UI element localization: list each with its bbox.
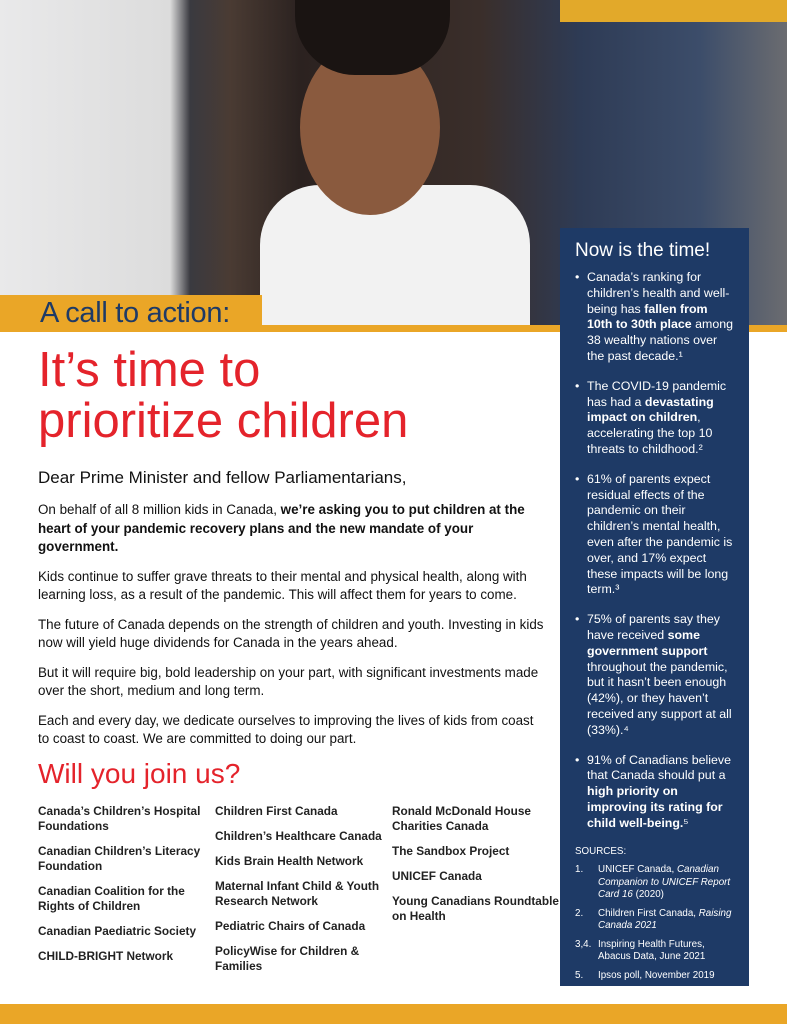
paragraph-text: But it will require big, bold leadership on your part, with significant investments made over the short, medium and long term. xyxy=(38,664,539,698)
sidebar-title: Now is the time! xyxy=(575,240,711,261)
page-title xyxy=(38,345,408,447)
sources-label: SOURCES: xyxy=(575,845,627,857)
org-name: Children’s Healthcare Canada xyxy=(215,829,382,843)
source-year: (2020) xyxy=(632,889,664,900)
org-name: Ronald McDonald House Charities Canada xyxy=(392,804,531,833)
org-column xyxy=(215,804,392,984)
fact-bold: high priority on improving its rating for child well-being. xyxy=(587,784,723,830)
source-number: 1. xyxy=(575,864,584,875)
paragraph xyxy=(38,568,548,605)
fact-item xyxy=(575,753,735,832)
paragraph xyxy=(38,664,548,701)
source-text xyxy=(598,939,735,964)
org-column xyxy=(38,804,215,984)
fact-bold: some government support xyxy=(587,627,708,658)
org-name: Maternal Infant Child & Youth Research Network xyxy=(215,879,380,908)
title-line: prioritize children xyxy=(38,394,409,448)
join-heading: Will you join us? xyxy=(38,758,241,789)
source-author: Children First Canada, xyxy=(598,907,699,919)
facts-list xyxy=(575,270,735,832)
org-name: The Sandbox Project xyxy=(392,844,510,858)
banner-label: A call to action: xyxy=(40,297,230,329)
source-item xyxy=(575,970,735,983)
fact-bold: fallen from 10th to 30th place xyxy=(587,301,708,332)
fact-item xyxy=(575,612,735,738)
org-name: Kids Brain Health Network xyxy=(215,854,364,868)
source-text xyxy=(598,908,735,933)
letter-body xyxy=(38,501,548,760)
org-name: Canadian Paediatric Society xyxy=(38,924,197,938)
fact-item xyxy=(575,270,735,365)
paragraph-text: On behalf of all 8 million kids in Canada, xyxy=(38,502,281,517)
source-item xyxy=(575,908,735,933)
org-column xyxy=(392,804,569,984)
org-name: Young Canadians Roundtable on Health xyxy=(392,894,559,923)
fact-text: 75% of parents say they have received xyxy=(587,612,720,642)
photo-detail xyxy=(560,0,787,22)
source-author: Ipsos poll, November 2019 xyxy=(598,969,715,981)
paragraph-text: The future of Canada depends on the strength of children and youth. Investing in kids now will yield huge dividends for Canada in the years ahead. xyxy=(38,616,544,650)
paragraph xyxy=(38,616,548,653)
fact-text: The COVID-19 pandemic has had a xyxy=(587,378,727,409)
paragraph xyxy=(38,712,548,749)
organization-list xyxy=(38,804,569,984)
source-number: 2. xyxy=(575,907,584,919)
paragraph-text: Kids continue to suffer grave threats to their mental and physical health, along with learning loss, as a result of the pandemic. This will affect them for years to come. xyxy=(38,568,527,602)
fact-text: 91% of Canadians believe that Canada should put a xyxy=(587,752,731,783)
fact-text: among 38 wealthy nations over the past decade.¹ xyxy=(587,317,734,363)
org-name: CHILD-BRIGHT Network xyxy=(38,949,174,963)
footer-bar xyxy=(0,1004,787,1024)
source-author: UNICEF Canada, xyxy=(598,864,677,875)
paragraph-text: Each and every day, we dedicate ourselves to improving the lives of kids from coast to coast to coast. We are committed to doing our part. xyxy=(38,712,534,746)
fact-item xyxy=(575,379,735,458)
source-author: Inspiring Health Futures, Abacus Data, June 2021 xyxy=(598,938,706,962)
source-text xyxy=(598,864,735,902)
fact-bold: devastating impact on children xyxy=(587,394,714,425)
source-item xyxy=(575,939,735,964)
org-name: Canada’s Children’s Hospital Foundations xyxy=(38,804,201,833)
source-number: 3,4. xyxy=(575,938,592,950)
source-title: Raising Canada 2021 xyxy=(598,907,732,931)
paragraph-bold: we’re asking you to put children at the heart of your pandemic recovery plans and the new mandate of your government. xyxy=(38,502,525,554)
call-to-action-banner xyxy=(0,295,262,332)
org-name: Pediatric Chairs of Canada xyxy=(215,919,366,933)
fact-text: 61% of parents expect residual effects of the pandemic on their children’s mental health, even after the pandemic is over, and 17% expect these impacts will be long term.³ xyxy=(587,471,733,597)
org-name: Children First Canada xyxy=(215,804,338,818)
sources xyxy=(575,846,735,983)
source-title: Canadian Companion to UNICEF Report Card 16 xyxy=(598,864,731,900)
org-name: PolicyWise for Children & Families xyxy=(215,944,360,973)
source-text xyxy=(598,970,715,983)
fact-item xyxy=(575,472,735,598)
paragraph xyxy=(38,501,548,557)
sidebar-panel xyxy=(560,228,749,986)
org-name: UNICEF Canada xyxy=(392,869,482,883)
photo-detail xyxy=(295,0,450,75)
source-item xyxy=(575,864,735,902)
org-name: Canadian Children’s Literacy Foundation xyxy=(38,844,201,873)
org-name: Canadian Coalition for the Rights of Children xyxy=(38,884,185,913)
fact-text: throughout the pandemic, but it hasn’t been enough (42%), or they haven’t received any support at all (33%).⁴ xyxy=(587,659,732,737)
title-line: It’s time to xyxy=(38,343,261,397)
fact-text: Canada’s ranking for children’s health and well-being has xyxy=(587,270,730,316)
source-number: 5. xyxy=(575,969,584,981)
fact-text: ⁵ xyxy=(683,815,689,830)
fact-text: , accelerating the top 10 threats to childhood.² xyxy=(587,410,713,456)
salutation: Dear Prime Minister and fellow Parliamentarians, xyxy=(38,468,407,487)
